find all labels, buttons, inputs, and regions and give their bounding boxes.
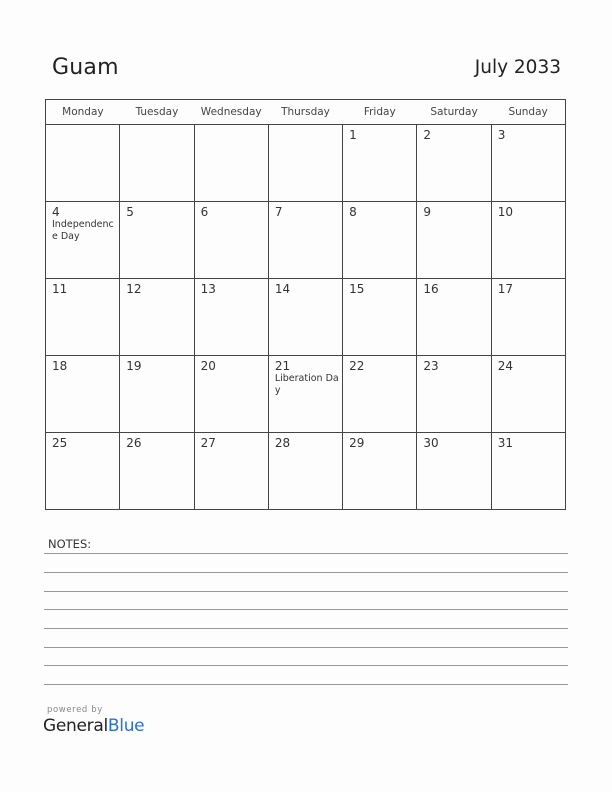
day-number: 29 <box>349 436 365 450</box>
day-number: 27 <box>200 436 216 450</box>
day-number: 7 <box>274 205 283 219</box>
day-cell <box>194 279 268 356</box>
day-cell <box>491 125 565 202</box>
day-number: 2 <box>423 128 432 142</box>
brand-general-text: General <box>43 716 108 736</box>
day-number: 25 <box>52 436 68 450</box>
day-cell <box>194 356 268 433</box>
week-row <box>46 125 566 202</box>
weekday-header: Sunday <box>491 100 565 125</box>
day-number: 12 <box>126 282 142 296</box>
weekday-header: Friday <box>343 100 417 125</box>
weekday-header: Saturday <box>417 100 491 125</box>
day-cell <box>268 125 342 202</box>
day-cell <box>194 125 268 202</box>
day-number: 8 <box>349 205 357 219</box>
day-number: 26 <box>126 436 142 450</box>
week-row <box>46 433 566 510</box>
weekday-header-row <box>46 100 566 125</box>
powered-by-text: powered by <box>47 705 103 715</box>
day-number: 16 <box>423 282 439 296</box>
weekday-header: Tuesday <box>120 100 194 125</box>
day-cell <box>46 433 120 510</box>
holiday-label: Independence Day <box>52 219 114 242</box>
calendar-grid <box>45 99 566 510</box>
day-number: 18 <box>52 359 68 373</box>
day-cell <box>46 202 120 279</box>
day-number: 24 <box>497 359 513 373</box>
day-cell <box>120 433 194 510</box>
note-line <box>44 609 568 610</box>
holiday-label: Liberation Day <box>274 373 339 396</box>
notes-label: NOTES: <box>48 537 92 551</box>
day-cell <box>417 202 491 279</box>
note-line <box>44 665 568 666</box>
day-cell <box>268 202 342 279</box>
day-cell <box>343 125 417 202</box>
day-cell <box>417 433 491 510</box>
generalblue-logo <box>43 716 144 736</box>
day-number: 15 <box>349 282 365 296</box>
day-cell <box>194 433 268 510</box>
day-number: 13 <box>200 282 216 296</box>
day-number: 3 <box>497 128 506 142</box>
day-number: 22 <box>349 359 365 373</box>
day-cell <box>120 202 194 279</box>
day-cell <box>343 433 417 510</box>
day-cell <box>417 125 491 202</box>
calendar-country-title: Guam <box>52 55 119 80</box>
weekday-header: Thursday <box>268 100 342 125</box>
day-cell <box>491 279 565 356</box>
day-number: 14 <box>274 282 291 296</box>
day-number: 1 <box>349 128 357 142</box>
day-number: 5 <box>126 205 134 219</box>
day-cell <box>268 356 342 433</box>
week-row <box>46 279 566 356</box>
day-number: 9 <box>423 205 432 219</box>
weekday-header: Wednesday <box>194 100 268 125</box>
day-number: 6 <box>200 205 209 219</box>
day-cell <box>120 279 194 356</box>
day-number: 19 <box>126 359 142 373</box>
note-line <box>44 684 568 685</box>
day-number: 21 <box>274 359 291 373</box>
week-row <box>46 356 566 433</box>
note-line <box>44 591 568 592</box>
day-number: 31 <box>497 436 513 450</box>
day-cell <box>343 356 417 433</box>
note-line <box>44 572 568 573</box>
note-line <box>44 553 568 554</box>
day-cell <box>491 202 565 279</box>
day-cell <box>417 279 491 356</box>
day-cell <box>343 279 417 356</box>
day-number: 11 <box>52 282 68 296</box>
day-number: 20 <box>200 359 216 373</box>
day-cell <box>46 279 120 356</box>
day-number: 23 <box>423 359 439 373</box>
day-cell <box>491 433 565 510</box>
brand-blue-text: Blue <box>107 716 145 736</box>
day-number: 30 <box>423 436 439 450</box>
day-cell <box>268 433 342 510</box>
day-cell <box>343 202 417 279</box>
day-number: 28 <box>274 436 291 450</box>
day-cell <box>268 279 342 356</box>
calendar-month-year: July 2033 <box>474 57 561 78</box>
note-line <box>44 647 568 648</box>
day-number: 4 <box>52 205 60 219</box>
day-cell <box>46 356 120 433</box>
day-cell <box>120 356 194 433</box>
weekday-header: Monday <box>46 100 120 125</box>
day-cell <box>194 202 268 279</box>
day-cell <box>46 125 120 202</box>
day-cell <box>120 125 194 202</box>
note-line <box>44 628 568 629</box>
day-cell <box>417 356 491 433</box>
week-row <box>46 202 566 279</box>
day-number: 17 <box>497 282 513 296</box>
day-number: 10 <box>497 205 513 219</box>
day-cell <box>491 356 565 433</box>
